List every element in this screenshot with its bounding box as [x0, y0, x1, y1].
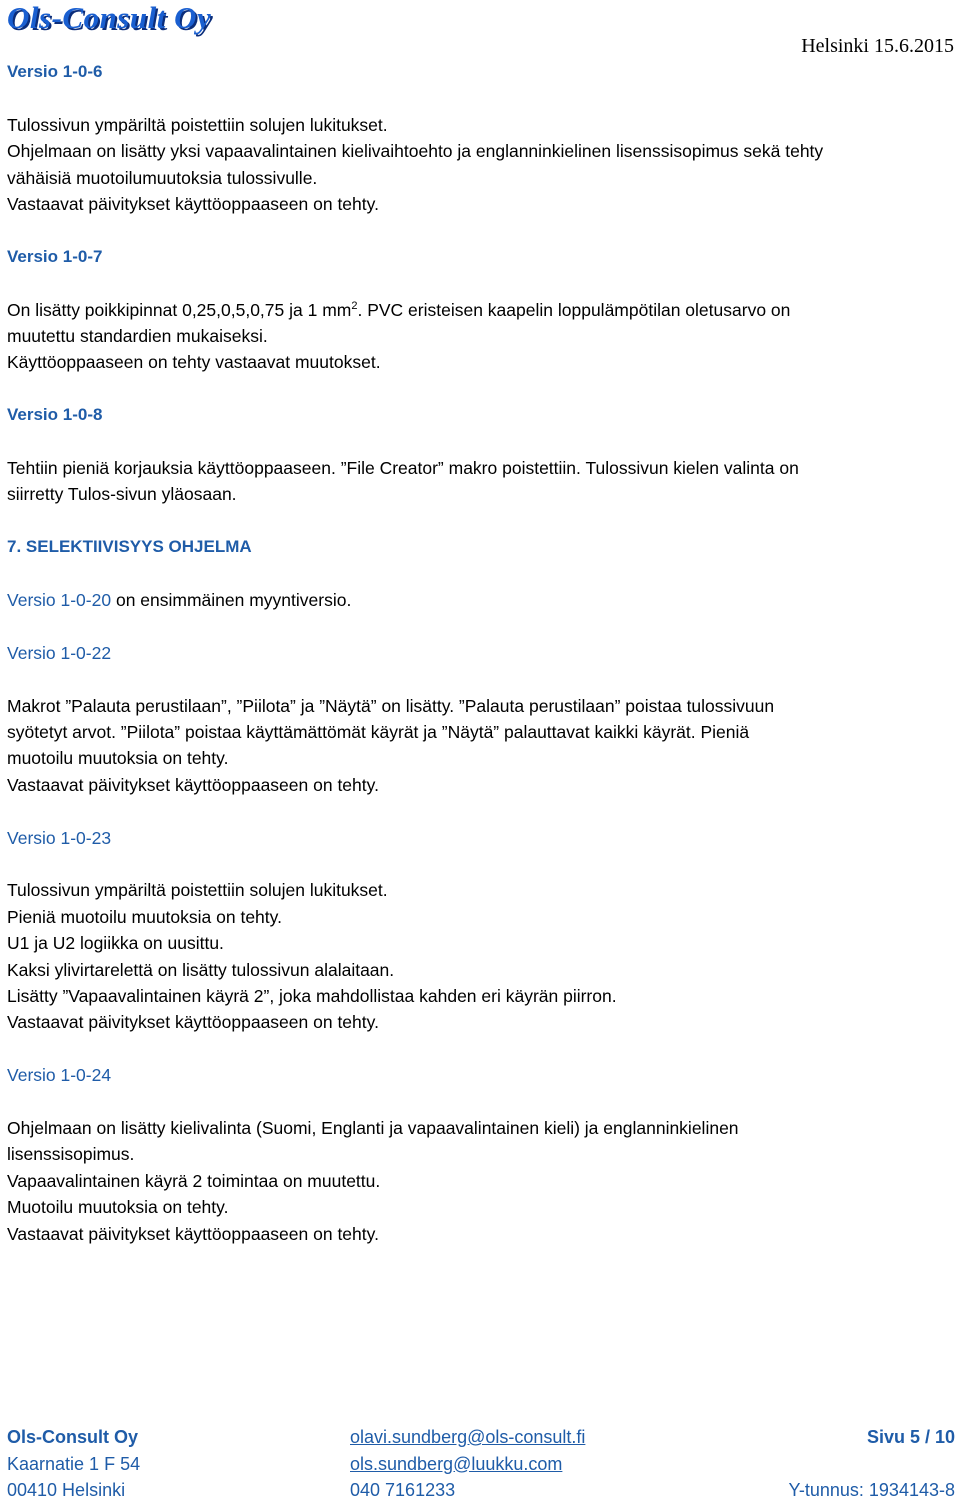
- company-logo: Ols-Consult Oy: [7, 0, 212, 35]
- version-heading-1-0-6: Versio 1-0-6: [7, 62, 103, 81]
- footer-page-number: Sivu 5 / 10: [866, 1427, 955, 1447]
- v1024-line-5: Vastaavat päivitykset käyttöoppaaseen on tehty.: [7, 1223, 379, 1244]
- footer-city: 00410 Helsinki: [7, 1480, 126, 1500]
- version-heading-1-0-23: Versio 1-0-23: [7, 827, 112, 848]
- v1023-line-3: U1 ja U2 logiikka on uusittu.: [7, 933, 224, 954]
- v1023-line-2: Pieniä muotoilu muutoksia on tehty.: [7, 906, 282, 927]
- v106-line-3: vähäisiä muotoilumuutoksia tulossivulle.: [7, 167, 318, 188]
- v108-line-2: siirretty Tulos-sivun yläosaan.: [7, 484, 237, 505]
- v107-line-1-post: . PVC eristeisen kaapelin loppulämpötilan oletusarvo on: [357, 299, 791, 320]
- version-heading-1-0-8: Versio 1-0-8: [7, 405, 103, 425]
- v107-line-3: Käyttöoppaaseen on tehty vastaavat muutokset.: [7, 352, 381, 373]
- v1023-line-5: Lisätty ”Vapaavalintainen käyrä 2”, joka mahdollistaa kahden eri käyrän piirron.: [7, 986, 617, 1007]
- v1023-line-4: Kaksi ylivirtarelettä on lisätty tulossivun alalaitaan.: [7, 959, 395, 980]
- version-heading-1-0-24: Versio 1-0-24: [7, 1065, 112, 1086]
- footer-spacer: [789, 1451, 955, 1478]
- v1024-line-4: Muotoilu muutoksia on tehty.: [7, 1197, 229, 1218]
- v1023-line-6: Vastaavat päivitykset käyttöoppaaseen on tehty.: [7, 1012, 379, 1033]
- v1022-line-3: muotoilu muutoksia on tehty.: [7, 748, 229, 769]
- document-body: [7, 59, 947, 1247]
- footer-phone: 040 7161233: [350, 1480, 456, 1500]
- v1020-text: on ensimmäinen myyntiversio.: [111, 590, 352, 611]
- v1022-line-4: Vastaavat päivitykset käyttöoppaaseen on tehty.: [7, 774, 379, 795]
- v107-line-1-pre: On lisätty poikkipinnat 0,25,0,5,0,75 ja 1 mm: [7, 299, 352, 320]
- footer-email-2-link[interactable]: ols.sundberg@luukku.com: [350, 1453, 563, 1474]
- footer-email-1-link[interactable]: olavi.sundberg@ols-consult.fi: [350, 1427, 586, 1447]
- footer-page-block: [789, 1424, 955, 1504]
- footer-business-id: Y-tunnus: 1934143-8: [788, 1480, 955, 1500]
- v106-line-4: Vastaavat päivitykset käyttöoppaaseen on tehty.: [7, 194, 379, 215]
- footer-contact-block: [350, 1424, 585, 1504]
- v1023-line-1: Tulossivun ympäriltä poistettiin solujen lukitukset.: [7, 880, 388, 901]
- v107-line-1: [7, 297, 947, 323]
- v1020-version: Versio 1-0-20: [7, 590, 112, 611]
- v108-line-1: Tehtiin pieniä korjauksia käyttöoppaaseen. ”File Creator” makro poistettiin. Tulossivun kielen valinta on: [7, 458, 799, 479]
- v106-line-2: Ohjelmaan on lisätty yksi vapaavalintainen kielivaihtoehto ja englanninkielinen lisenssisopimus sekä tehty: [7, 141, 824, 162]
- document-date: Helsinki 15.6.2015: [801, 35, 954, 57]
- v1024-line-2: lisenssisopimus.: [7, 1144, 135, 1165]
- v1022-line-2: syötetyt arvot. ”Piilota” poistaa käyttämättömät käyrät ja ”Näytä” palauttavat kaikki käyrät. Pieniä: [7, 722, 750, 743]
- v107-line-2: muutettu standardien mukaiseksi.: [7, 326, 268, 347]
- version-heading-1-0-7: Versio 1-0-7: [7, 246, 103, 266]
- v1024-line-3: Vapaavalintainen käyrä 2 toimintaa on muutettu.: [7, 1170, 381, 1191]
- version-heading-1-0-22: Versio 1-0-22: [7, 642, 112, 663]
- v107-line-1-sup: 2: [351, 299, 358, 312]
- v1024-line-1: Ohjelmaan on lisätty kielivalinta (Suomi, Englanti ja vapaavalintainen kieli) ja englanninkielinen: [7, 1118, 739, 1139]
- section-heading-selectivity: 7. SELEKTIIVISYYS OHJELMA: [7, 537, 252, 557]
- v106-line-1: Tulossivun ympäriltä poistettiin solujen lukitukset.: [7, 114, 388, 135]
- v1022-line-1: Makrot ”Palauta perustilaan”, ”Piilota” ja ”Näytä” on lisätty. ”Palauta perustilaan” poistaa tulossivuun: [7, 695, 775, 716]
- footer-company: Ols-Consult Oy: [7, 1427, 139, 1447]
- footer-street: Kaarnatie 1 F 54: [7, 1453, 141, 1474]
- v1020-line: [7, 587, 947, 613]
- footer-address-block: [7, 1424, 140, 1504]
